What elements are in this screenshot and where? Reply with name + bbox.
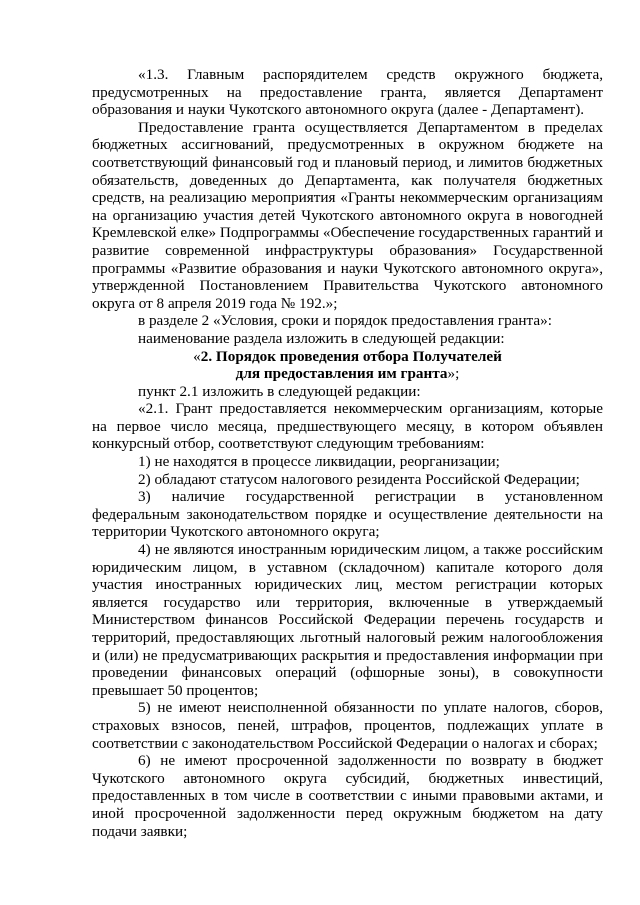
list-item-5: 5) не имеют неисполненной обязанности по уплате налогов, сборов, страховых взносов, пеней, штрафов, процентов, подлежащих уплате в соответствии с законодательством Российской Федерации о налогах и сборах; [92, 699, 603, 752]
list-item-2: 2) обладают статусом налогового резидента Российской Федерации; [138, 470, 580, 488]
list-item-4: 4) не являются иностранным юридическим лицом, а также российским юридическим лицом, в уставном (складочном) капитале которого доля участия иностранных юридических лиц, местом регистрации которых является государство или территория, включенные в утверждаемый Министерством финансов Российской Федерации перечень государств и территорий, предоставляющих льготный налоговый режим налогообложения и (или) не предусматривающих раскрытия и предоставления информации при проведении финансовых операций (офшорные зоны), в совокупности превышает 50 процентов; [92, 541, 603, 699]
paragraph-2-1: «2.1. Грант предоставляется некоммерческим организациям, которые на первое число месяца, предшествующего месяцу, в котором объявлен конкурсный отбор, соответствуют следующим требованиям: [92, 400, 603, 453]
paragraph-section-name: наименование раздела изложить в следующей редакции: [138, 329, 505, 347]
paragraph-section-2-intro: в разделе 2 «Условия, сроки и порядок предоставления гранта»: [138, 312, 552, 330]
paragraph-1-3: «1.3. Главным распорядителем средств окружного бюджета, предусмотренных на предоставление гранта, является Департамент образования и науки Чукотского автономного округа (далее - Департамент). [92, 66, 603, 119]
heading-line-2: для предоставления им гранта [235, 365, 448, 383]
section-heading [92, 348, 603, 383]
heading-line-1: 2. Порядок проведения отбора Получателей [200, 347, 502, 365]
list-item-3: 3) наличие государственной регистрации в установленном федеральным законодательством порядке и осуществление деятельности на территории Чукотского автономного округа; [92, 488, 603, 541]
list-item-1: 1) не находятся в процессе ликвидации, реорганизации; [138, 453, 500, 471]
heading-open-quote: « [193, 347, 201, 365]
list-item-6: 6) не имеют просроченной задолженности по возврату в бюджет Чукотского автономного округа субсидий, бюджетных инвестиций, предоставленных в том числе в соответствии с иными правовыми актами, и иной просроченной задолженности перед окружным бюджетом на дату подачи заявки; [92, 752, 603, 840]
paragraph-grant-provision: Предоставление гранта осуществляется Департаментом в пределах бюджетных ассигнований, предусмотренных в окружном бюджете на соответствующий финансовый год и плановый период, и лимитов бюджетных обязательств, доведенных до Департамента, как получателя бюджетных средств, на реализацию мероприятия «Гранты некоммерческим организациям на организацию участия детей Чукотского автономного округа в новогодней Кремлевской елке» Подпрограммы «Обеспечение государственных гарантий и развитие современной инфраструктуры образования» Государственной программы «Развитие образования и науки Чукотского автономного округа», утвержденной Постановлением Правительства Чукотского автономного округа от 8 апреля 2019 года № 192.»; [92, 118, 603, 312]
paragraph-point-2-1-intro: пункт 2.1 изложить в следующей редакции: [138, 382, 421, 400]
heading-close-quote: »; [447, 365, 460, 383]
